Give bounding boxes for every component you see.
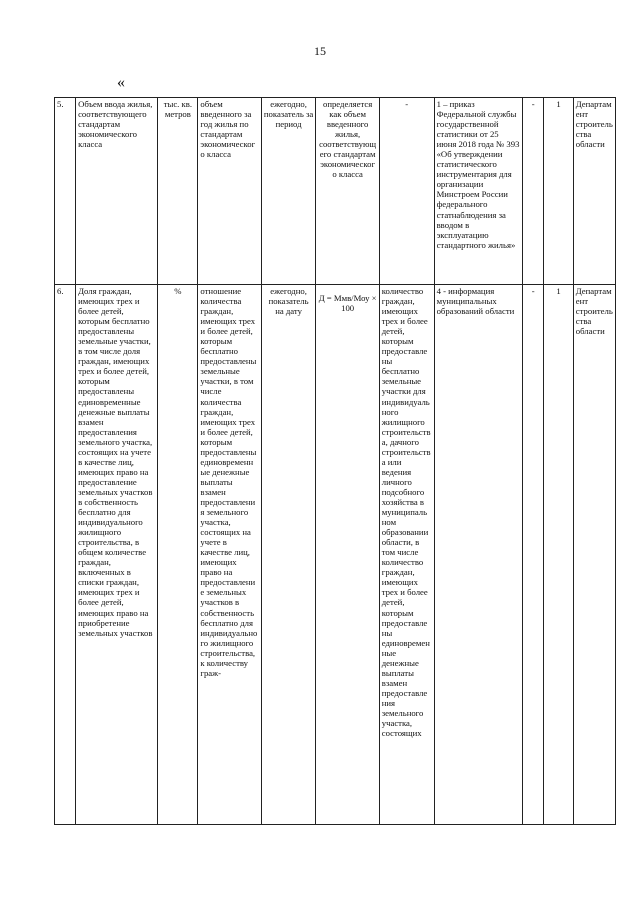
data-column-2: 1 (544, 98, 574, 285)
indicator-definition: объем введенного за год жилья по стандартам экономического класса (198, 98, 261, 285)
table-row-5 (55, 98, 616, 285)
data-source: 4 - информация муниципальных образований области (434, 285, 523, 825)
calculation-formula: определяется как объем введенного жилья, соответствующего стандартам экономического класса (316, 98, 379, 285)
table-row-6 (55, 285, 616, 825)
indicators-table (54, 97, 616, 825)
calculation-formula: Д = Ммв/Моу × 100 (316, 285, 379, 825)
unit-of-measure: % (158, 285, 198, 825)
row-number: 5. (55, 98, 76, 285)
formula-variables: количество граждан, имеющих трех и более детей, которым предоставлены бесплатно земельные участки для индивидуального жилищного строительства, дачного строительства или ведения личного подсобного хозяйства в муниципальном образовании области, в том числе количество граждан, имеющих трех и более детей, которым предоставлены единовременные денежные выплаты взамен предоставления земельного участка, состоящих (379, 285, 434, 825)
data-column-1: - (523, 98, 544, 285)
data-source: 1 – приказ Федеральной службы государственной статистики от 25 июня 2018 года № 393 «Об утверждении статистического инструментария для организации Минстроем России федерального статнаблюдения за вводом в эксплуатацию стандартного жилья» (434, 98, 523, 285)
indicator-name: Объем ввода жилья, соответствующего стандартам экономического класса (76, 98, 158, 285)
opening-quote-mark: « (117, 74, 125, 91)
responsible-department: Департамент строительства области (573, 285, 615, 825)
periodicity: ежегодно, показатель за период (261, 98, 316, 285)
formula-variables: - (379, 98, 434, 285)
row-number: 6. (55, 285, 76, 825)
data-column-1: - (523, 285, 544, 825)
data-column-2: 1 (544, 285, 574, 825)
unit-of-measure: тыс. кв. метров (158, 98, 198, 285)
indicator-name: Доля граждан, имеющих трех и более детей, которым бесплатно предоставлены земельные участки, в том числе доля граждан, имеющих трех и более детей, которым предоставлены единовременные денежные выплаты взамен предоставления земельного участка, состоящих на учете в качестве лиц, имеющих право на предоставление земельных участков в собственность бесплатно для индивидуального жилищного строительства, в общем количестве граждан, включенных в списки граждан, имеющих трех и более детей, имеющих право на приобретение земельных участков (76, 285, 158, 825)
responsible-department: Департамент строительства области (573, 98, 615, 285)
periodicity: ежегодно, показатель на дату (261, 285, 316, 825)
page-number: 15 (314, 44, 326, 58)
indicator-definition: отношение количества граждан, имеющих трех и более детей, которым бесплатно предоставлены земельные участки, в том числе количества граждан, имеющих трех и более детей, которым предоставлены единовременные денежные выплаты взамен предоставления земельного участка, состоящих на учете в качестве лиц, имеющих право на предоставление земельных участков в собственность бесплатно для индивидуального жилищного строительства, к количеству граж- (198, 285, 261, 825)
